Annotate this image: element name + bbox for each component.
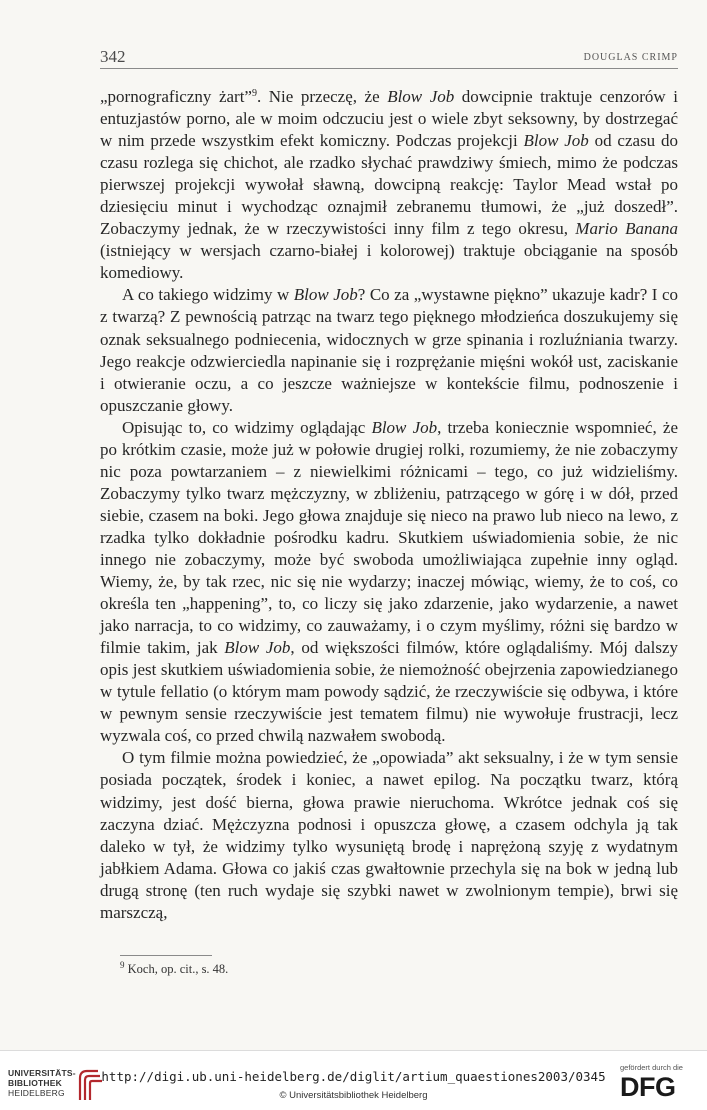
- running-head: DOUGLAS CRIMP: [583, 52, 678, 63]
- footnote-text: Koch, op. cit., s. 48.: [127, 962, 229, 976]
- paragraph-2: [100, 284, 678, 416]
- library-name-line: BIBLIOTHEK: [8, 1078, 62, 1088]
- film-title: Blow Job: [387, 87, 455, 106]
- paragraph-1: [100, 86, 678, 284]
- paragraph-3: [100, 417, 678, 748]
- footnote: [120, 962, 228, 977]
- film-title: Blow Job: [224, 638, 291, 658]
- text-run: dowcipnie traktuje cenzorów i entuzjastów porno, ale w moim odczuciu jest o wiele zbyt seksowny, by dostrzegać w nim przede wszystkim efekt komiczny. Podczas projekcji: [100, 87, 678, 151]
- text-run: , od większości filmów, które oglądaliśmy. Mój dalszy opis jest skutkiem uświadomienia sobie, że niemożność obejrzenia zapowiedzianego w tytule fellatio (o którym mam powody sądzić, że rzeczywiście się odbywa, i które w pewnym sensie rzeczywiście jest tematem filmu) nie wywołuje frustracji, lecz wyzwala coś, co przed chwilą nazwałem swobodą.: [100, 638, 678, 746]
- dfg-wordmark: DFG: [620, 1072, 676, 1102]
- footnote-reference: 9: [251, 88, 257, 99]
- copyright-notice: © Universitätsbibliothek Heidelberg: [279, 1090, 428, 1101]
- dfg-caption: gefördert durch die: [620, 1063, 683, 1072]
- text-run: . Nie przeczę, że: [256, 87, 388, 106]
- text-run: od czasu do czasu rozlega się chichot, ale rzadko słychać prawdziwy śmiech, mimo że podczas pierwszej projekcji wywołał sławną, dowcipną reakcję: Taylor Mead wstał po dziesięciu minut i wychodząc oznajmił zebranemu tłumowi, że „już doszedł”. Zobaczymy jednak, że w rzeczywistości inny film z tego okresu,: [100, 131, 678, 239]
- film-title: Blow Job: [293, 285, 358, 305]
- document-url-link[interactable]: http://digi.ub.uni-heidelberg.de/diglit/artium_quaestiones2003/0345: [101, 1069, 606, 1084]
- text-run: ? Co za „wystawne piękno” ukazuje kadr? I co z twarzą? Z pewnością patrząc na twarz tego pięknego młodzieńca doszukujemy się oznak seksualnego podniecenia, widocznych w grze spinania i rozluźniania twarzy. Jego reakcje odzwierciedla napinanie się i rozprężanie mięśni wokół ust, zaciskanie i otwieranie oczu, a co jeszcze ważniejsze w kontekście filmu, podnoszenie i opuszczanie głowy.: [100, 285, 678, 415]
- text-run: „pornograficzny żart”: [100, 87, 252, 106]
- film-title: Mario Banana: [575, 219, 678, 239]
- text-run: (istniejący w wersjach czarno-białej i kolorowej) traktuje obciąganie na sposób komediowy.: [100, 241, 678, 283]
- library-name-line: UNIVERSITÄTS-: [8, 1068, 76, 1078]
- footnote-rule: [120, 955, 212, 956]
- library-name-line: HEIDELBERG: [8, 1088, 65, 1098]
- footnote-number: 9: [120, 960, 125, 970]
- text-run: O tym filmie można powiedzieć, że „opowiada” akt seksualny, i że w tym sensie posiada początek, środek i koniec, a nawet epilog. Na początku twarz, którą widzimy, jest dość bierna, głowa prawie nieruchoma. Wkrótce jednak coś się zaczyna dziać. Mężczyzna podnosi i opuszcza głowę, a czasem odchyla ją tak daleko w tył, że widzimy tylko wysuniętą brodę i naprężoną szyję z wydatnym jabłkiem Adama. Głowa co jakiś czas gwałtownie przechyla się na bok w jedną lub drugą stronę (ten ruch wydaje się szybki nawet w zwolnionym tempie), brwi się marszczą,: [100, 748, 678, 922]
- page-header: [100, 47, 678, 67]
- header-rule: [100, 68, 678, 69]
- body-text: [100, 86, 678, 924]
- film-title: Blow Job: [523, 131, 589, 151]
- text-run: A co takiego widzimy w: [122, 285, 294, 305]
- paragraph-4: [100, 747, 678, 923]
- page-number: 342: [100, 47, 126, 66]
- text-run: , trzeba koniecznie wspomnieć, że po krótkim czasie, może już w połowie drugiej rolki, rozumiemy, że nie zobaczymy nic poza powtarzaniem – z niewielkimi różnicami – tego, co już widzieliśmy. Zobaczymy tylko twarz mężczyzny, w zbliżeniu, patrzącego w górę i w dół, przed siebie, czasem na boki. Jego głowa znajduje się nieco na prawo lub nieco na lewo, z rzadka tylko dokładnie pośrodku kadru. Skutkiem uświadomienia sobie, że nic innego nie zobaczymy, może być swoboda umożliwiająca zupełnie inny ogląd. Wiemy, że, by tak rzec, nic się nie wydarzy; inaczej mówiąc, wiemy, że to coś, co określa ten „happening”, to, co liczy się jako zdarzenie, jako wydarzenie, a nawet jako narracja, to co widzimy, co zauważamy, i o czym myślimy, różni się bardzo w filmie takim, jak: [100, 417, 678, 658]
- film-title: Blow Job: [371, 417, 438, 437]
- text-run: Opisując to, co widzimy oglądając: [122, 417, 372, 437]
- dfg-logo[interactable]: [620, 1063, 700, 1105]
